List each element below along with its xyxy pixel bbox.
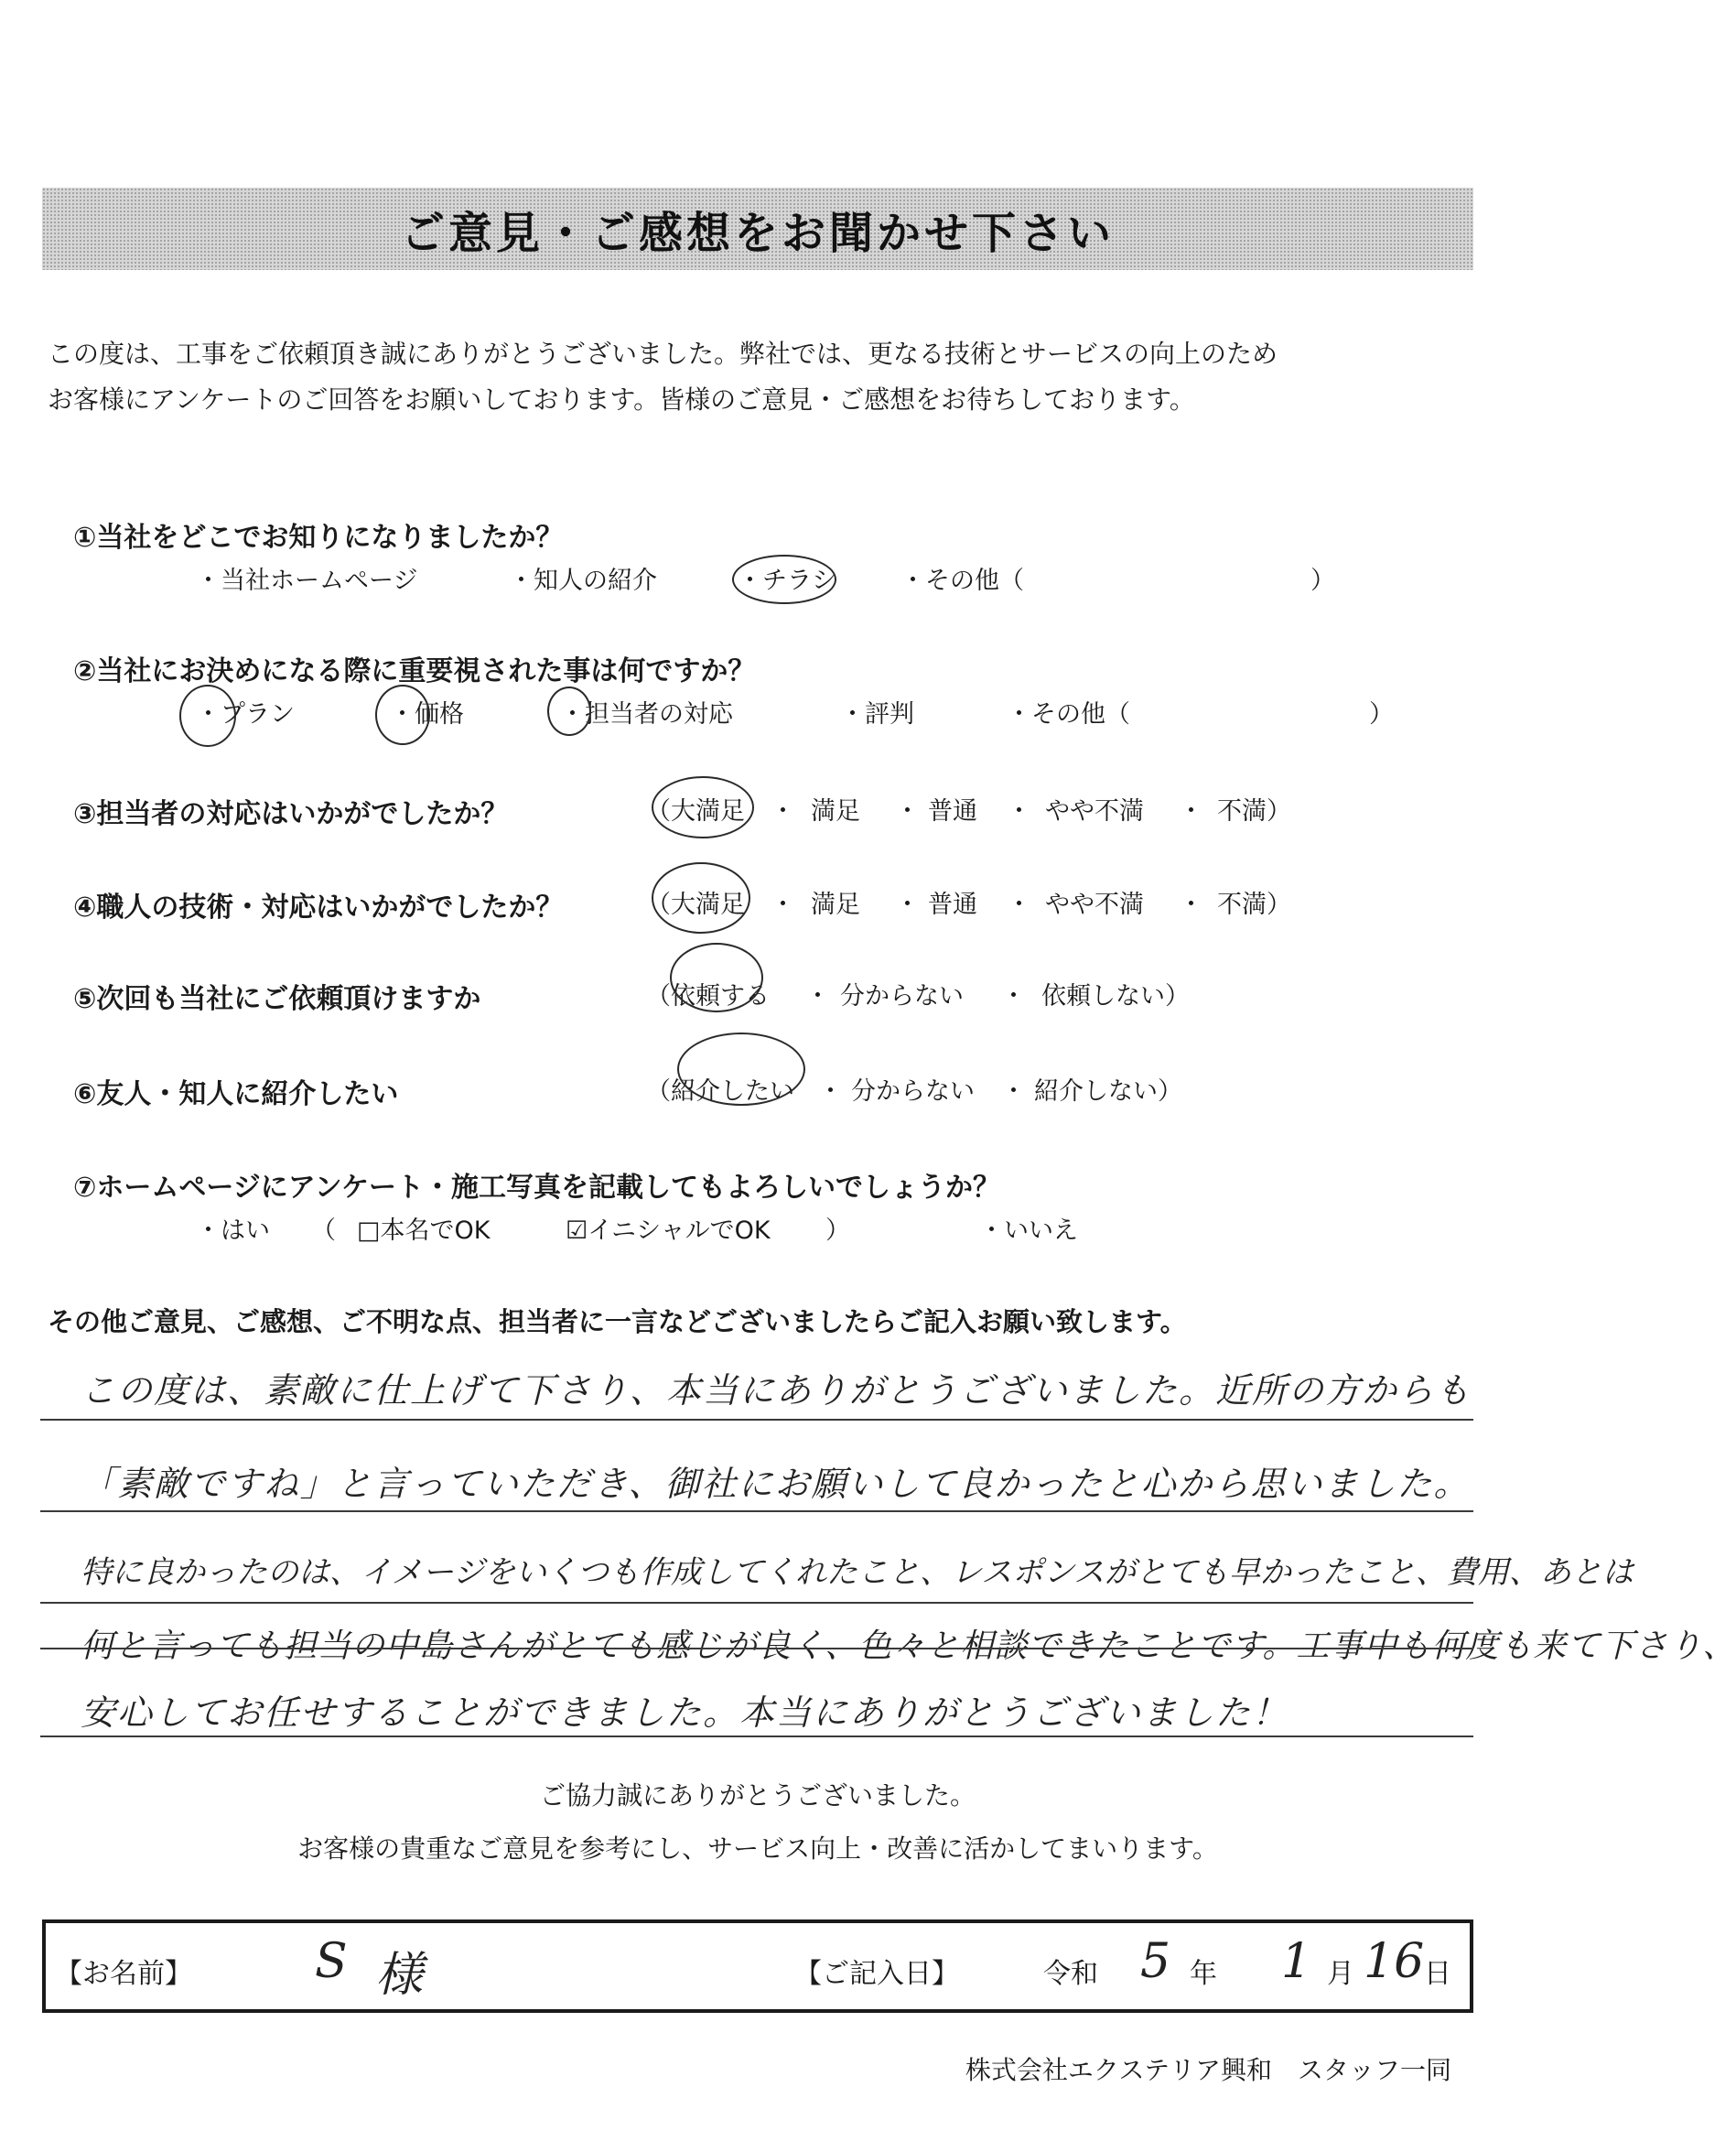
name-date-box [42,1919,1473,2013]
thanks-line-1: ご協力誠にありがとうございました。 [539,1780,976,1811]
q1-paren-close: ） [1310,567,1335,595]
question-3: ③担当者の対応はいかがでしたか？ [73,798,509,830]
q6-option-will-not-refer[interactable]: 紹介しない） [1034,1077,1182,1106]
intro-line-2: お客様にアンケートのご回答をお願いしております。皆様のご意見・ご感想をお待ちしております。 [48,384,1195,415]
month-unit: 月 [1327,1958,1354,1990]
q7-option-real-name[interactable]: □本名でOK [357,1216,491,1245]
q7-option-initials[interactable]: ☑イニシャルでOK [566,1216,771,1245]
q6-option-will-refer[interactable]: （紹介したい [646,1077,794,1106]
question-5: ⑤次回も当社にご依頼頂けますか [73,983,481,1015]
day-unit: 日 [1424,1958,1451,1990]
q3-option-normal[interactable]: 普通 [928,797,977,826]
page-title: ご意見・ご感想をお聞かせ下さい [400,207,1115,259]
q3-option-dissatisfied[interactable]: 不満） [1217,797,1291,826]
ruled-line [40,1419,1473,1421]
selection-circle [547,687,591,736]
ruled-line [40,1648,1473,1649]
separator-dot: ・ [895,891,920,919]
selection-circle [179,685,236,747]
comment-line-5: 安心してお任せすることができました。本当にありがとうございました！ [81,1692,1289,1733]
intro-line-1: この度は、工事をご依頼頂き誠にありがとうございました。弊社では、更なる技術とサービスの向上のため [48,339,1278,369]
separator-dot: ・ [771,797,795,826]
separator-dot: ・ [1007,797,1031,826]
q2-option-plan[interactable]: ・プラン [196,700,295,729]
ruled-line [40,1602,1473,1604]
q4-option-somewhat-dissatisfied[interactable]: やや不満 [1045,891,1144,919]
q1-option-referral[interactable]: ・知人の紹介 [509,567,657,595]
thanks-line-2: お客様の貴重なご意見を参考にし、サービス向上・改善に活かしてまいります。 [297,1833,1218,1864]
q3-option-satisfied[interactable]: 満足 [811,797,860,826]
q1-option-homepage[interactable]: ・当社ホームページ [196,567,418,595]
comment-line-1: この度は、素敵に仕上げて下さり、本当にありがとうございました。近所の方からも [81,1370,1472,1411]
q5-option-will-request[interactable]: （依頼する [646,982,770,1011]
question-7: ⑦ホームページにアンケート・施工写真を記載してもよろしいでしょうか？ [73,1172,1000,1204]
question-1: ①当社をどこでお知りになりましたか？ [73,522,564,554]
separator-dot: ・ [818,1077,843,1106]
year-value[interactable]: 5 [1140,1934,1171,1989]
name-suffix: 様 [375,1948,424,2003]
day-value[interactable]: 16 [1364,1934,1425,1989]
q5-option-unsure[interactable]: 分からない [840,982,964,1011]
intro-text [48,331,1278,423]
separator-dot: ・ [771,891,795,919]
selection-circle [652,862,750,934]
q4-option-dissatisfied[interactable]: 不満） [1217,891,1291,919]
q3-option-very-satisfied[interactable]: （大満足 [646,797,745,826]
comment-line-3: 特に良かったのは、イメージをいくつも作成してくれたこと、レスポンスがとても早かったこと、費用、あとは [81,1554,1634,1591]
question-6: ⑥友人・知人に紹介したい [73,1078,399,1110]
ruled-line [40,1736,1473,1737]
ruled-line [40,1510,1473,1512]
separator-dot: ・ [1001,982,1026,1011]
question-4: ④職人の技術・対応はいかがでしたか？ [73,892,564,924]
q2-option-price[interactable]: ・価格 [390,700,464,729]
separator-dot: ・ [1179,797,1203,826]
company-signature: 株式会社エクステリア興和 スタッフ一同 [965,2055,1451,2085]
separator-dot: ・ [895,797,920,826]
separator-dot: ・ [1007,891,1031,919]
era-label: 令和 [1043,1958,1098,1990]
separator-dot: ・ [1001,1077,1026,1106]
name-label: 【お名前】 [55,1958,192,1990]
q7-paren-open: （ [311,1216,336,1245]
month-value[interactable]: 1 [1281,1934,1312,1989]
selection-circle [677,1033,805,1106]
selection-circle [652,776,754,838]
q7-option-yes[interactable]: ・はい [196,1216,270,1245]
selection-circle [670,943,763,1012]
selection-circle [732,555,836,604]
q2-option-other[interactable]: ・その他（ [1007,700,1130,729]
q4-option-normal[interactable]: 普通 [928,891,977,919]
q4-option-satisfied[interactable]: 満足 [811,891,860,919]
year-unit: 年 [1190,1958,1217,1990]
q6-option-unsure[interactable]: 分からない [851,1077,975,1106]
q2-option-reputation[interactable]: ・評判 [840,700,914,729]
question-2: ②当社にお決めになる際に重要視された事は何ですか？ [73,655,756,687]
q7-option-no[interactable]: ・いいえ [979,1216,1078,1245]
comments-prompt: その他ご意見、ご感想、ご不明な点、担当者に一言などございましたらご記入お願い致します。 [48,1306,1187,1337]
separator-dot: ・ [1179,891,1203,919]
q4-option-very-satisfied[interactable]: （大満足 [646,891,745,919]
q7-paren-close: ） [825,1216,850,1245]
comment-line-2: 「素敵ですね」と言っていただき、御社にお願いして良かったと心から思いました。 [81,1464,1471,1504]
q2-option-staff-response[interactable]: ・担当者の対応 [560,700,733,729]
separator-dot: ・ [805,982,830,1011]
q2-paren-close: ） [1369,700,1394,729]
selection-circle [375,685,430,745]
name-value[interactable]: S [315,1934,348,1989]
q5-option-will-not-request[interactable]: 依頼しない） [1041,982,1190,1011]
q1-option-flyer[interactable]: ・チラシ [738,567,836,595]
title-banner [42,188,1473,270]
comment-line-4: 何と言っても担当の中島さんがとても感じが良く、色々と相談できたことです。工事中も何度も来て下さり、 [81,1627,1736,1665]
date-label: 【ご記入日】 [794,1958,959,1990]
q1-option-other[interactable]: ・その他（ [900,567,1024,595]
q3-option-somewhat-dissatisfied[interactable]: やや不満 [1045,797,1144,826]
